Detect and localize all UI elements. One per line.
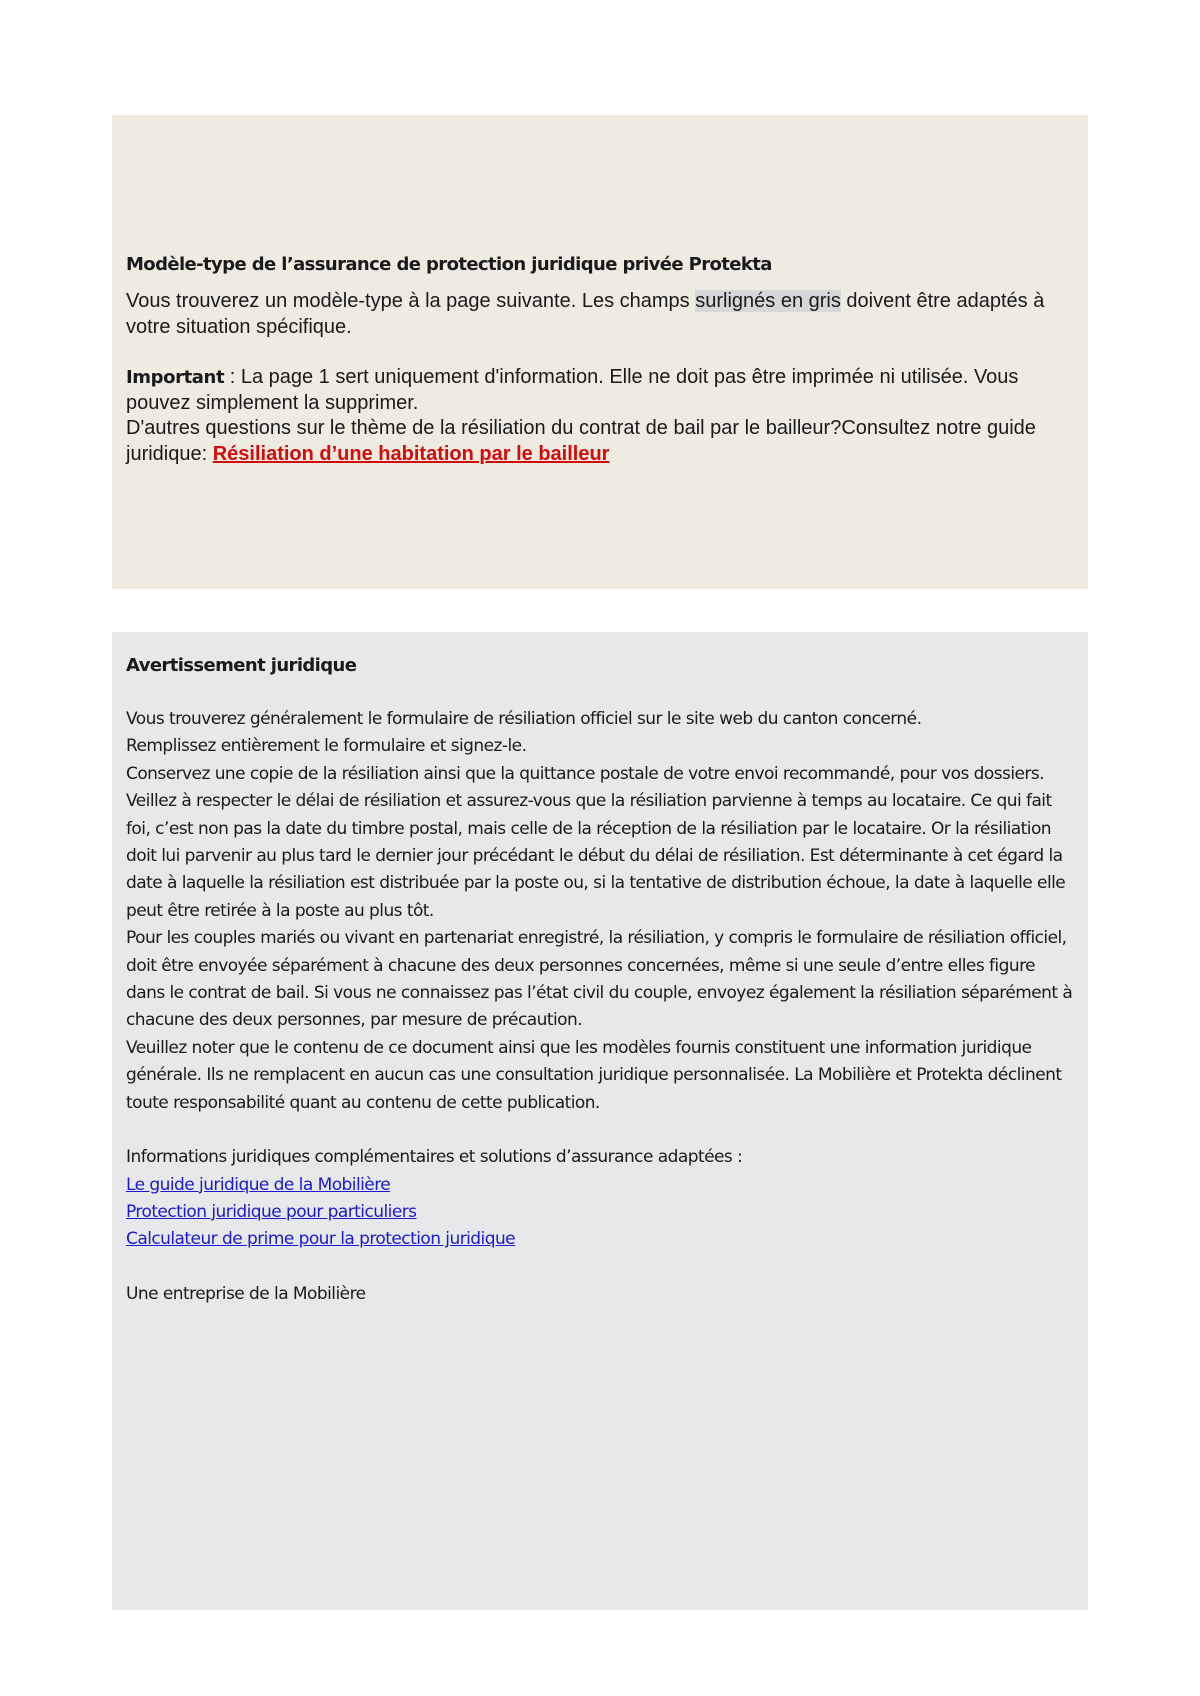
legal-paragraph-4: Veillez à respecter le délai de résiliation et assurez-vous que la résiliation parvienne à temps au locataire. Ce qui fait foi, c’est non pas la date du timbre postal, mais celle de la réception de la résiliation par le locataire. Or la résiliation doit lui parvenir au plus tard le dernier jour précédant le début du délai de résiliation. Est déterminante à cet égard la date à laquelle la résiliation est distribuée par la poste ou, si la tentative de distribution échoue, la date à laquelle elle peut être retirée à la poste au plus tôt. [126, 791, 1066, 921]
legal-paragraph-3: Conservez une copie de la résiliation ainsi que la quittance postale de votre envoi recommandé, pour vos dossiers. [126, 763, 1045, 784]
legal-paragraph-1: Vous trouverez généralement le formulaire de résiliation officiel sur le site web du canton concerné. [126, 709, 922, 729]
questions-text: D'autres questions sur le thème de la résiliation du contrat de bail par le bailleur?Consultez notre guide juridique: [126, 417, 1036, 465]
legal-disclaimer-panel [112, 632, 1088, 1610]
spacer [126, 340, 1074, 365]
important-paragraph [126, 365, 1074, 416]
questions-paragraph [126, 416, 1074, 467]
intro-line-end: doivent être adaptés à votre situation spécifique. [126, 290, 1045, 338]
intro-panel [112, 115, 1088, 589]
legal-text [126, 706, 1074, 1308]
intro-title: Modèle-type de l’assurance de protection juridique privée Protekta [126, 254, 772, 275]
legal-title: Avertissement juridique [126, 655, 357, 676]
spacer [126, 1117, 1074, 1144]
footer-company: Une entreprise de la Mobilière [126, 1283, 366, 1304]
spacer [126, 1254, 1074, 1281]
prime-calculator-link[interactable]: Calculateur de prime pour la protection juridique [126, 1229, 516, 1250]
legal-paragraph-5: Pour les couples mariés ou vivant en partenariat enregistré, la résiliation, y compris le formulaire de résiliation officiel, doit être envoyée séparément à chacune des deux personnes concernées, même si une seule d’entre elles figure dans le contrat de bail. Si vous ne connaissez pas l’état civil du couple, envoyez également la résiliation séparément à chacune des deux personnes, par mesure de précaution. [126, 928, 1073, 1031]
legal-paragraph-2: Remplissez entièrement le formulaire et signez-le. [126, 736, 527, 757]
guide-resiliation-link[interactable]: Résiliation d’une habitation par le bailleur [212, 442, 610, 465]
grey-highlight-sample: surlignés en gris [695, 290, 841, 312]
important-text: : La page 1 sert uniquement d'information. Elle ne doit pas être imprimée ni utilisée. Vous pouvez simplement la supprimer. [126, 366, 1019, 414]
intro-line-start: Vous trouverez un modèle-type à la page suivante. Les champs [126, 290, 696, 312]
intro-paragraph [126, 289, 1074, 340]
guide-mobiliere-link[interactable]: Le guide juridique de la Mobilière [126, 1174, 391, 1195]
intro-text [126, 289, 1074, 467]
important-label: Important [126, 367, 225, 388]
protection-particuliers-link[interactable]: Protection juridique pour particuliers [126, 1201, 417, 1222]
info-heading: Informations juridiques complémentaires et solutions d’assurance adaptées : [126, 1147, 743, 1168]
legal-paragraph-6: Veuillez noter que le contenu de ce document ainsi que les modèles fournis constituent une information juridique générale. Ils ne remplacent en aucun cas une consultation juridique personnalisée. La Mobilière et Protekta déclinent toute responsabilité quant au contenu de cette publication. [126, 1037, 1062, 1113]
